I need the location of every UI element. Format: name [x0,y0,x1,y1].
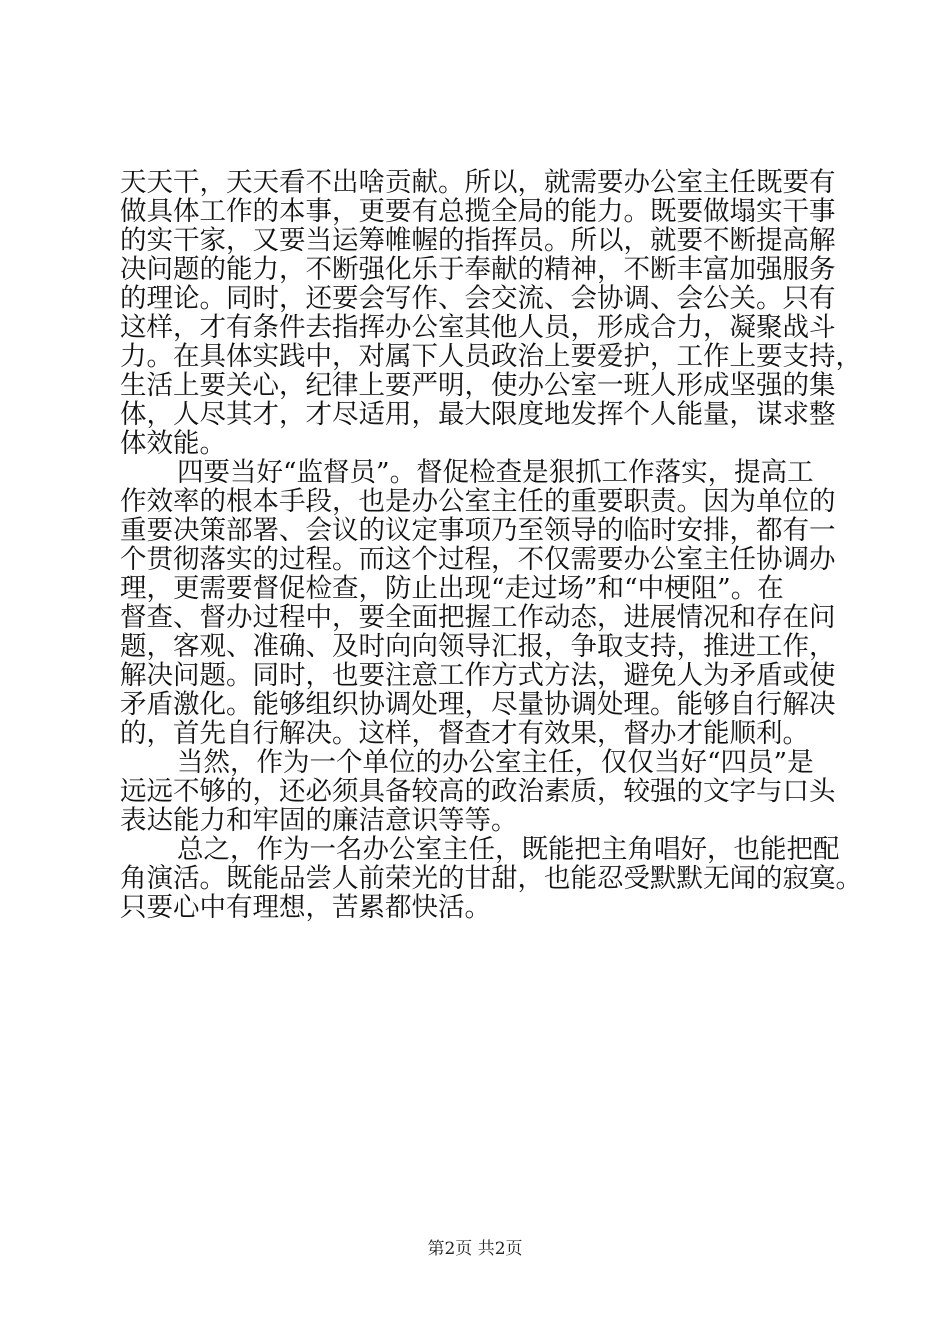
text-line: 作效率的根本手段，也是办公室主任的重要职责。因为单位的 [120,486,836,517]
text-line: 只要心中有理想，苦累都快活。 [120,892,491,923]
text-line: 重要决策部署、会议的议定事项乃至领导的临时安排，都有一 [120,515,836,546]
text-line: 角演活。既能品尝人前荣光的甘甜，也能忍受默默无闻的寂寞。 [120,863,862,894]
text-line: 表达能力和牢固的廉洁意识等等。 [120,805,518,836]
text-line: 理，更需要督促检查，防止出现“走过场”和“中梗阻”。在 [120,573,784,604]
text-line: 的，首先自行解决。这样，督查才有效果，督办才能顺利。 [120,718,809,749]
document-body [120,167,862,923]
text-line: 解决问题。同时，也要注意工作方式方法，避免人为矛盾或使 [120,660,836,691]
paragraph-first-line: 四要当好“监督员”。督促检查是狠抓工作落实，提高工 [177,457,814,488]
text-line: 远远不够的，还必须具备较高的政治素质，较强的文字与口头 [120,776,836,807]
text-line: 体，人尽其才，才尽适用，最大限度地发挥个人能量，谋求整 [120,399,836,430]
paragraph-first-line: 当然，作为一个单位的办公室主任，仅仅当好“四员”是 [177,747,814,778]
text-line: 生活上要关心，纪律上要严明，使办公室一班人形成坚强的集 [120,370,836,401]
text-line: 这样，才有条件去指挥办公室其他人员，形成合力，凝聚战斗 [120,312,836,343]
text-line: 个贯彻落实的过程。而这个过程，不仅需要办公室主任协调办 [120,544,836,575]
text-line: 体效能。 [120,428,226,459]
text-line: 督查、督办过程中，要全面把握工作动态，进展情况和存在问 [120,602,836,633]
page-number-footer: 第2页 共2页 [427,1239,523,1259]
text-line: 矛盾激化。能够组织协调处理，尽量协调处理。能够自行解决 [120,689,836,720]
text-line: 的理论。同时，还要会写作、会交流、会协调、会公关。只有 [120,283,836,314]
text-line: 的实干家，又要当运筹帷幄的指挥员。所以，就要不断提高解 [120,225,836,256]
text-line: 天天干，天天看不出啥贡献。所以，就需要办公室主任既要有 [120,167,836,198]
text-line: 题，客观、准确、及时向向领导汇报，争取支持，推进工作， [120,631,836,662]
text-line: 力。在具体实践中，对属下人员政治上要爱护，工作上要支持， [120,341,862,372]
text-line: 做具体工作的本事，更要有总揽全局的能力。既要做塌实干事 [120,196,836,227]
text-line: 决问题的能力，不断强化乐于奉献的精神，不断丰富加强服务 [120,254,836,285]
paragraph-first-line: 总之，作为一名办公室主任，既能把主角唱好，也能把配 [177,834,840,865]
